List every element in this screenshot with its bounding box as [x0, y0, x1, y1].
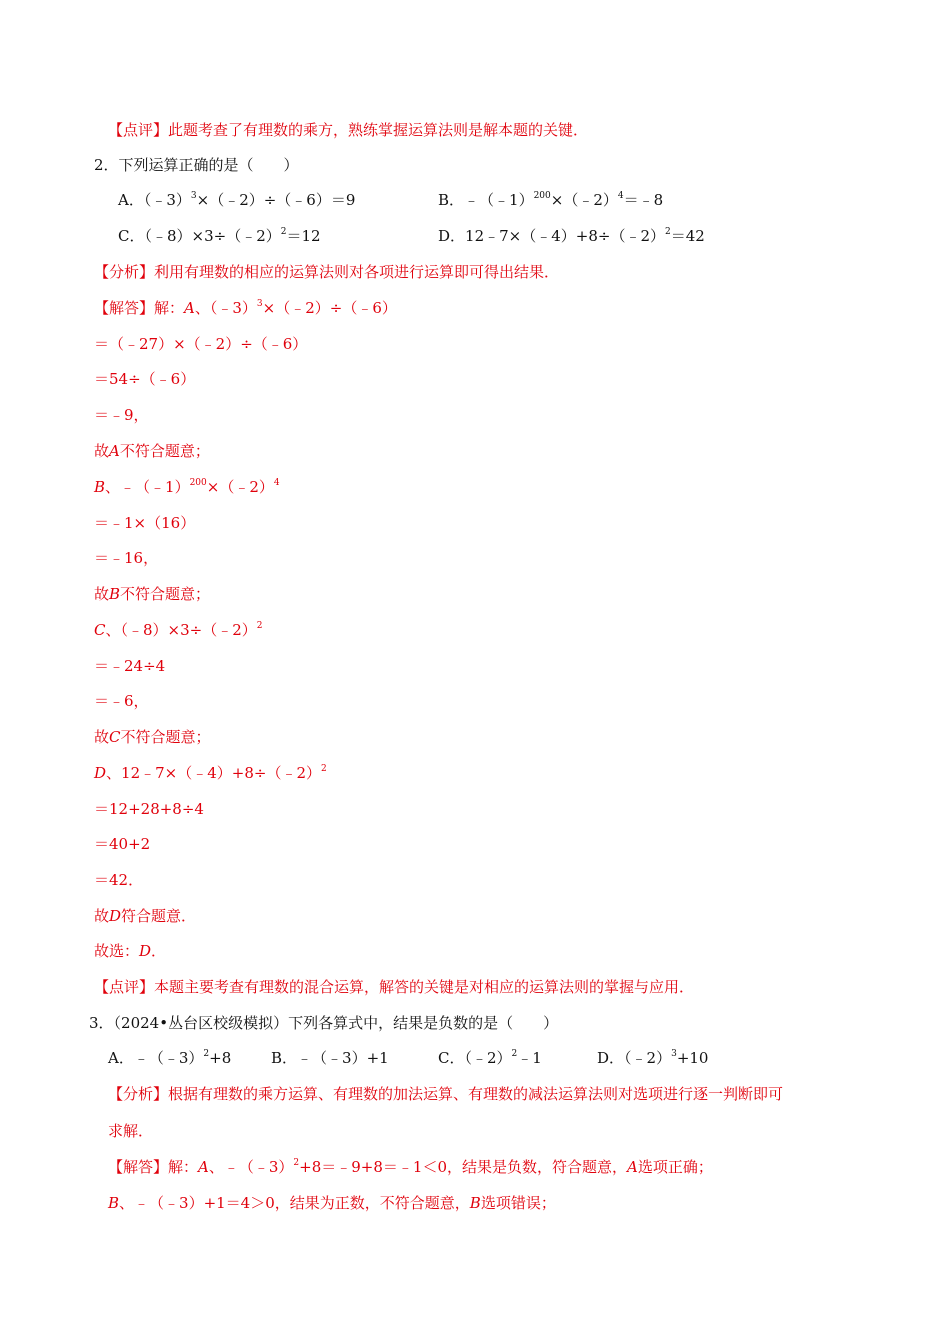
q2-d-step-1: ＝12+28+8÷4	[94, 800, 204, 818]
q2-solution-b: B、﹣（﹣1）$^{200}$×（﹣2）$^4$	[94, 478, 280, 496]
q3-stem: 3．（2024•丛台区校级模拟）下列各算式中，结果是负数的是（ ）	[89, 1014, 559, 1032]
q2-c-conclusion: 故C不符合题意；	[94, 728, 211, 746]
q2-solution-a: 【解答】解：A、（﹣3）$^3$×（﹣2）÷（﹣6）	[94, 299, 397, 317]
q2-analysis: 【分析】利用有理数的相应的运算法则对各项进行运算即可得出结果．	[94, 263, 560, 281]
q3-option-a[interactable]: A．﹣（﹣3）$^2$+8	[108, 1049, 232, 1067]
q3-option-d[interactable]: D．（﹣2）$^3$+10	[597, 1049, 709, 1067]
q3-solution-b: B、﹣（﹣3）+1＝4＞0，结果为正数，不符合题意，B选项错误；	[108, 1194, 556, 1212]
q2-d-step-3: ＝42．	[94, 871, 144, 889]
q3-option-b[interactable]: B．﹣（﹣3）+1	[271, 1049, 389, 1067]
q2-choice: 故选：D．	[94, 942, 167, 960]
q2-c-step-1: ＝﹣24÷4	[94, 657, 166, 675]
q2-b-step-2: ＝﹣16，	[94, 549, 159, 567]
q2-option-b[interactable]: B．﹣（﹣1）$^{200}$×（﹣2）$^4$＝﹣8	[438, 191, 664, 209]
q2-solution-c: C、（﹣8）×3÷（﹣2）$^2$	[94, 621, 263, 639]
q2-a-conclusion: 故A不符合题意；	[94, 442, 210, 460]
q2-option-c[interactable]: C．（﹣8）×3÷（﹣2）$^2$＝12	[118, 227, 321, 245]
q2-a-step-3: ＝﹣9，	[94, 406, 149, 424]
q2-c-step-2: ＝﹣6，	[94, 692, 149, 710]
q2-b-conclusion: 故B不符合题意；	[94, 585, 211, 603]
q2-d-step-2: ＝40+2	[94, 835, 151, 853]
q2-review: 【点评】本题主要考查有理数的混合运算，解答的关键是对相应的运算法则的掌握与应用．	[94, 978, 695, 996]
q2-solution-d: D、12﹣7×（﹣4）+8÷（﹣2）$^2$	[94, 764, 327, 782]
q2-a-step-1: ＝（﹣27）×（﹣2）÷（﹣6）	[94, 335, 308, 353]
q3-option-c[interactable]: C．（﹣2）$^2$﹣1	[438, 1049, 542, 1067]
q2-d-conclusion: 故D符合题意．	[94, 907, 197, 925]
q3-analysis-line-1: 【分析】根据有理数的乘方运算、有理数的加法运算、有理数的减法运算法则对选项进行逐一判断即可	[108, 1085, 784, 1103]
q2-stem: 2．下列运算正确的是（ ）	[94, 156, 299, 174]
q3-analysis-line-2: 求解．	[108, 1122, 154, 1140]
q2-a-step-2: ＝54÷（﹣6）	[94, 370, 196, 388]
q3-solution-a: 【解答】解：A、﹣（﹣3）$^2$+8＝﹣9+8＝﹣1＜0，结果是负数，符合题意，A选项正确；	[108, 1158, 713, 1176]
q1-review: 【点评】此题考查了有理数的乘方，熟练掌握运算法则是解本题的关键．	[108, 121, 589, 139]
q2-option-d[interactable]: D．12﹣7×（﹣4）+8÷（﹣2）$^2$＝42	[438, 227, 705, 245]
q2-option-a[interactable]: A．（﹣3）$^3$×（﹣2）÷（﹣6）＝9	[118, 191, 356, 209]
q2-b-step-1: ＝﹣1×（16）	[94, 514, 196, 532]
